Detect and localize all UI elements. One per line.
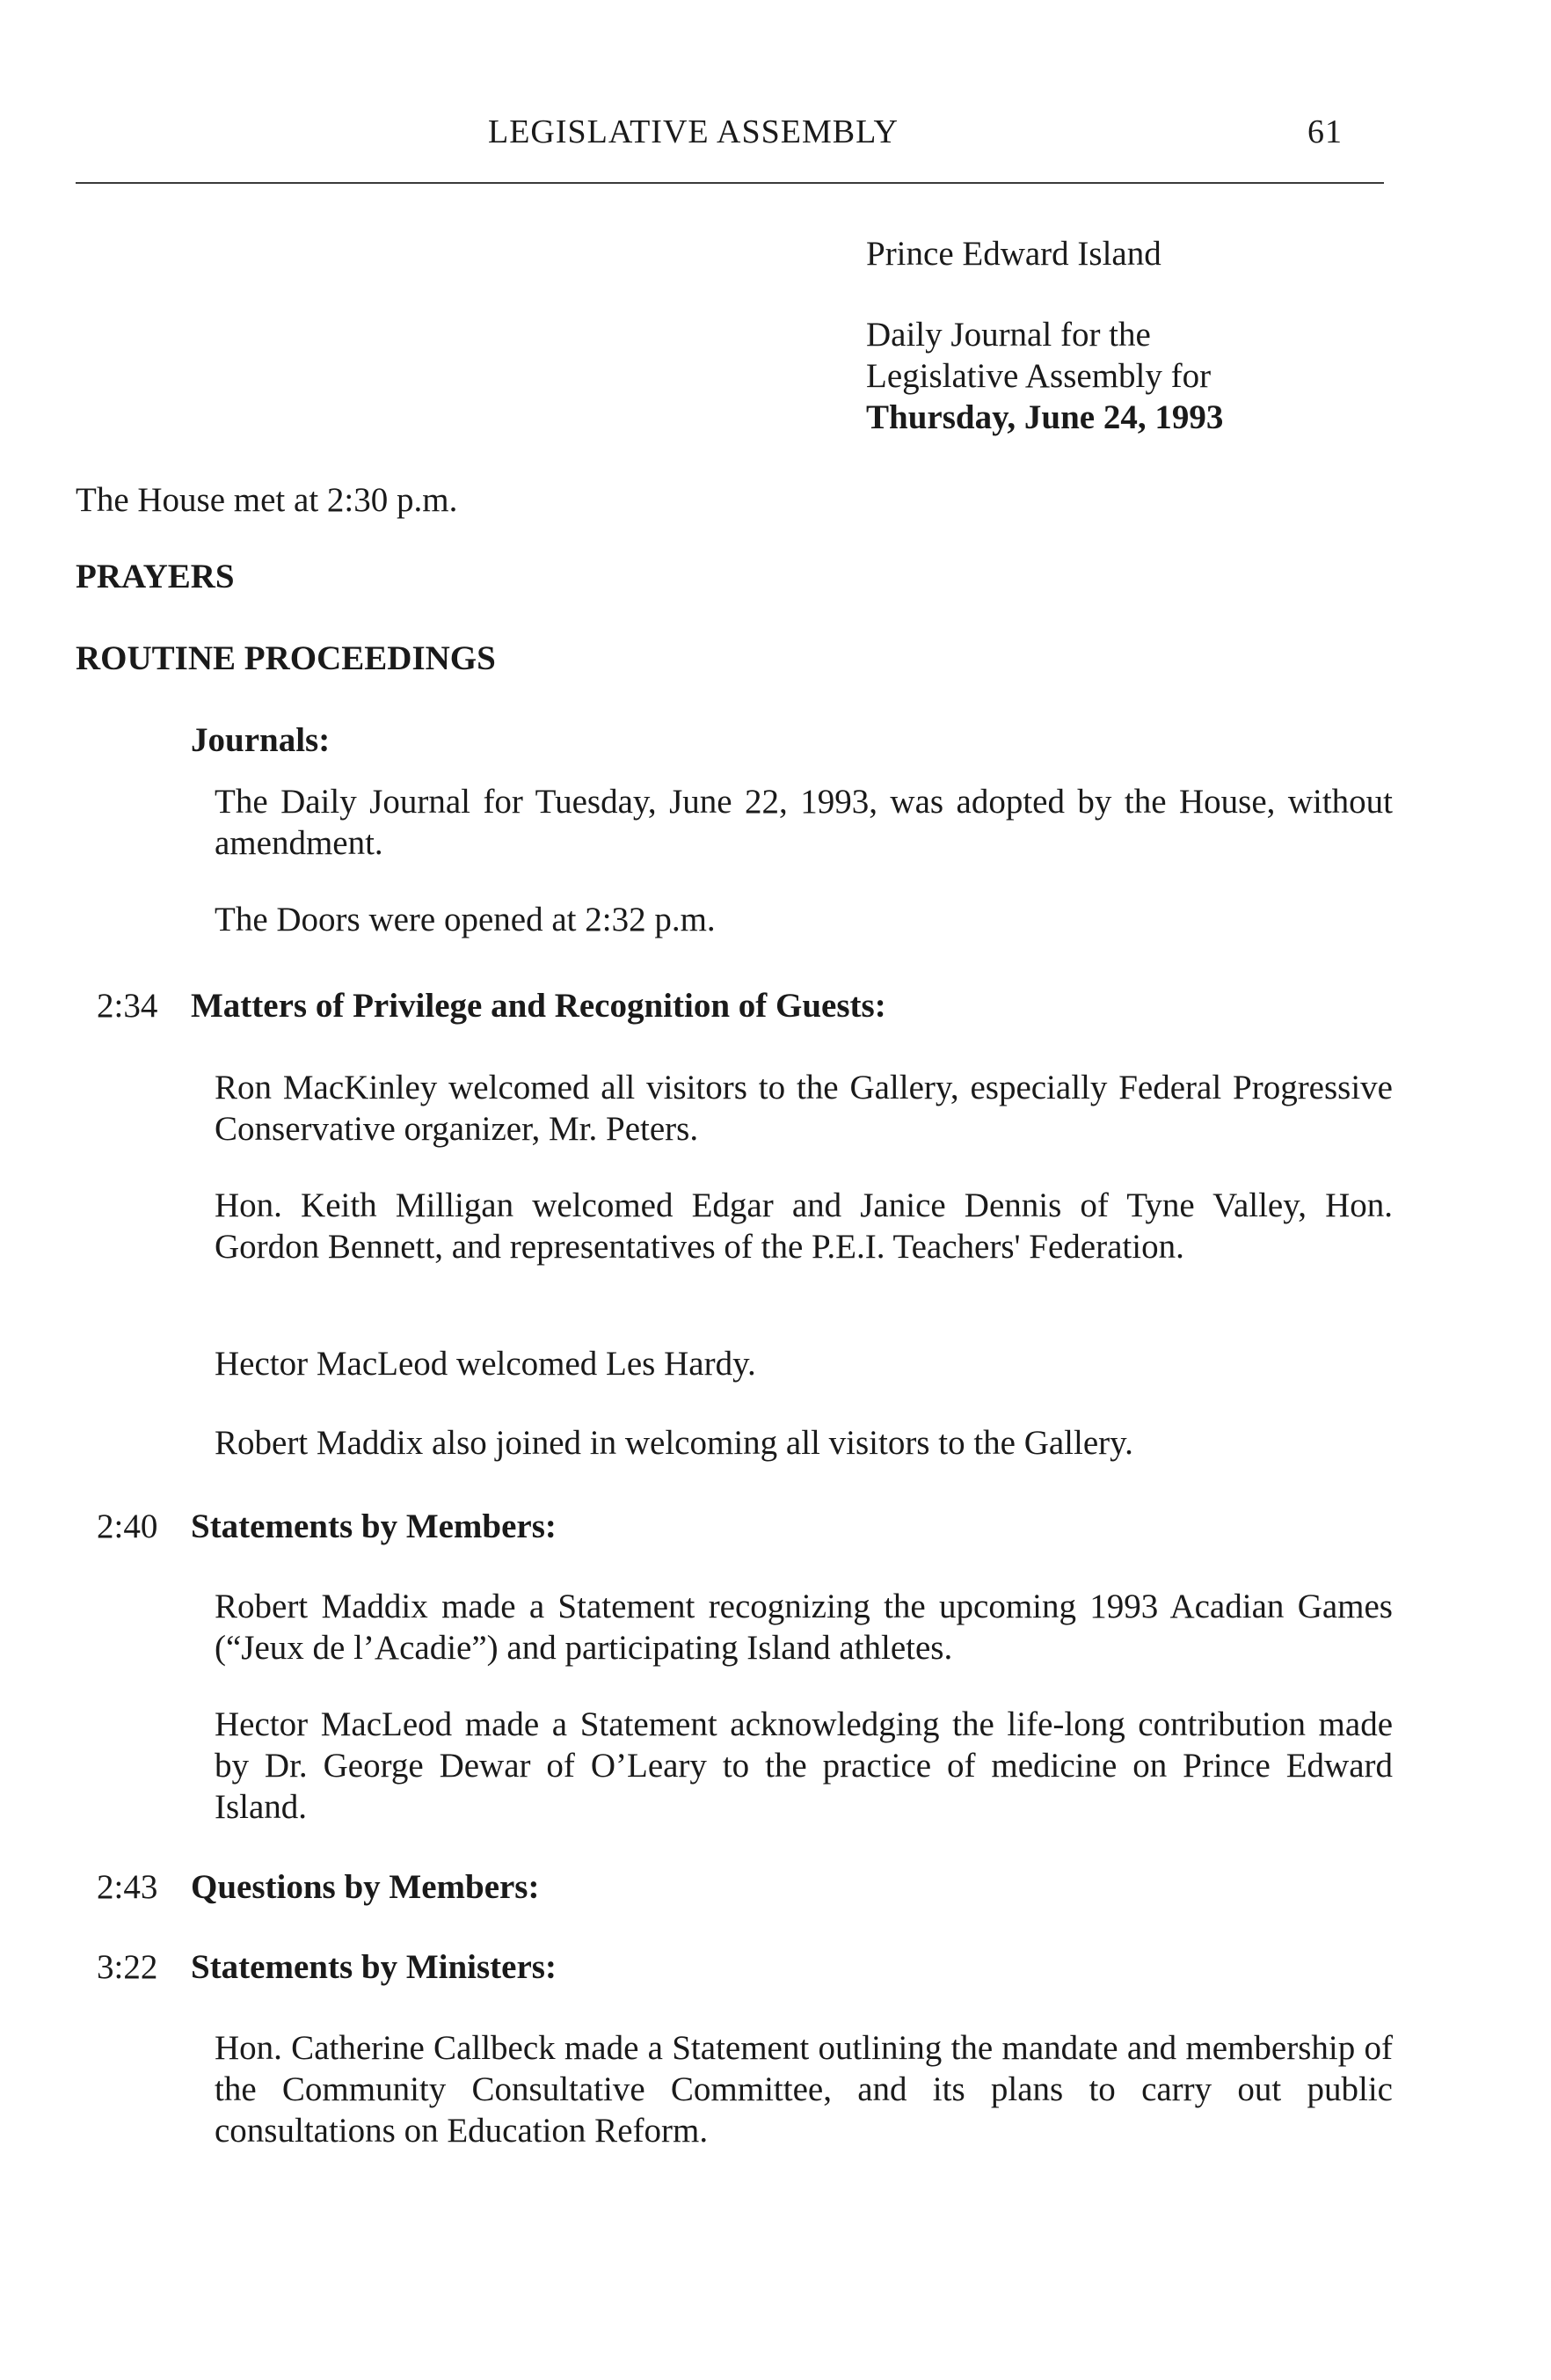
section-heading: Matters of Privilege and Recognition of Guests:	[191, 987, 886, 1025]
header-rule	[76, 182, 1384, 184]
journal-title-line-1: Daily Journal for the	[866, 316, 1151, 354]
doors-opened-paragraph: The Doors were opened at 2:32 p.m.	[215, 901, 716, 938]
section-paragraph: Hector MacLeod welcomed Les Hardy.	[215, 1345, 756, 1383]
routine-proceedings-heading: ROUTINE PROCEEDINGS	[76, 639, 496, 677]
section-time: 2:40	[97, 1508, 158, 1545]
journal-date: Thursday, June 24, 1993	[866, 398, 1224, 436]
section-heading: Statements by Members:	[191, 1508, 557, 1545]
section-paragraph: Hector MacLeod made a Statement acknowledging the life-long contribution made by Dr. George Dewar of O’Leary to the practice of medicine on Prince Edward Island.	[215, 1705, 1393, 1826]
journal-title-line-2: Legislative Assembly for	[866, 357, 1212, 395]
section-time: 3:22	[97, 1948, 158, 1986]
section-heading: Questions by Members:	[191, 1868, 540, 1906]
journal-header	[866, 233, 1223, 438]
journals-paragraph: The Daily Journal for Tuesday, June 22, 1993, was adopted by the House, without amendment.	[215, 783, 1393, 862]
section-paragraph: Hon. Catherine Callbeck made a Statement outlining the mandate and membership of the Community Consultative Committee, and its plans to carry out public consultations on Education Reform.	[215, 2029, 1393, 2150]
section-heading: Statements by Ministers:	[191, 1948, 557, 1986]
section-time: 2:34	[97, 987, 158, 1025]
section-paragraph: Hon. Keith Milligan welcomed Edgar and Janice Dennis of Tyne Valley, Hon. Gordon Bennett, and representatives of the P.E.I. Teachers' Federation.	[215, 1186, 1393, 1266]
section-paragraph: Robert Maddix also joined in welcoming all visitors to the Gallery.	[215, 1424, 1133, 1462]
section-time: 2:43	[97, 1868, 158, 1906]
page-number: 61	[1307, 113, 1343, 150]
journals-heading: Journals:	[191, 721, 331, 759]
running-head-title: LEGISLATIVE ASSEMBLY	[488, 113, 899, 150]
section-paragraph: Ron MacKinley welcomed all visitors to the Gallery, especially Federal Progressive Conservative organizer, Mr. Peters.	[215, 1069, 1393, 1148]
house-met-text: The House met at 2:30 p.m.	[76, 481, 458, 519]
province-name: Prince Edward Island	[866, 235, 1161, 273]
section-paragraph: Robert Maddix made a Statement recognizing the upcoming 1993 Acadian Games (“Jeux de l’Acadie”) and participating Island athletes.	[215, 1588, 1393, 1667]
prayers-heading: PRAYERS	[76, 558, 235, 595]
